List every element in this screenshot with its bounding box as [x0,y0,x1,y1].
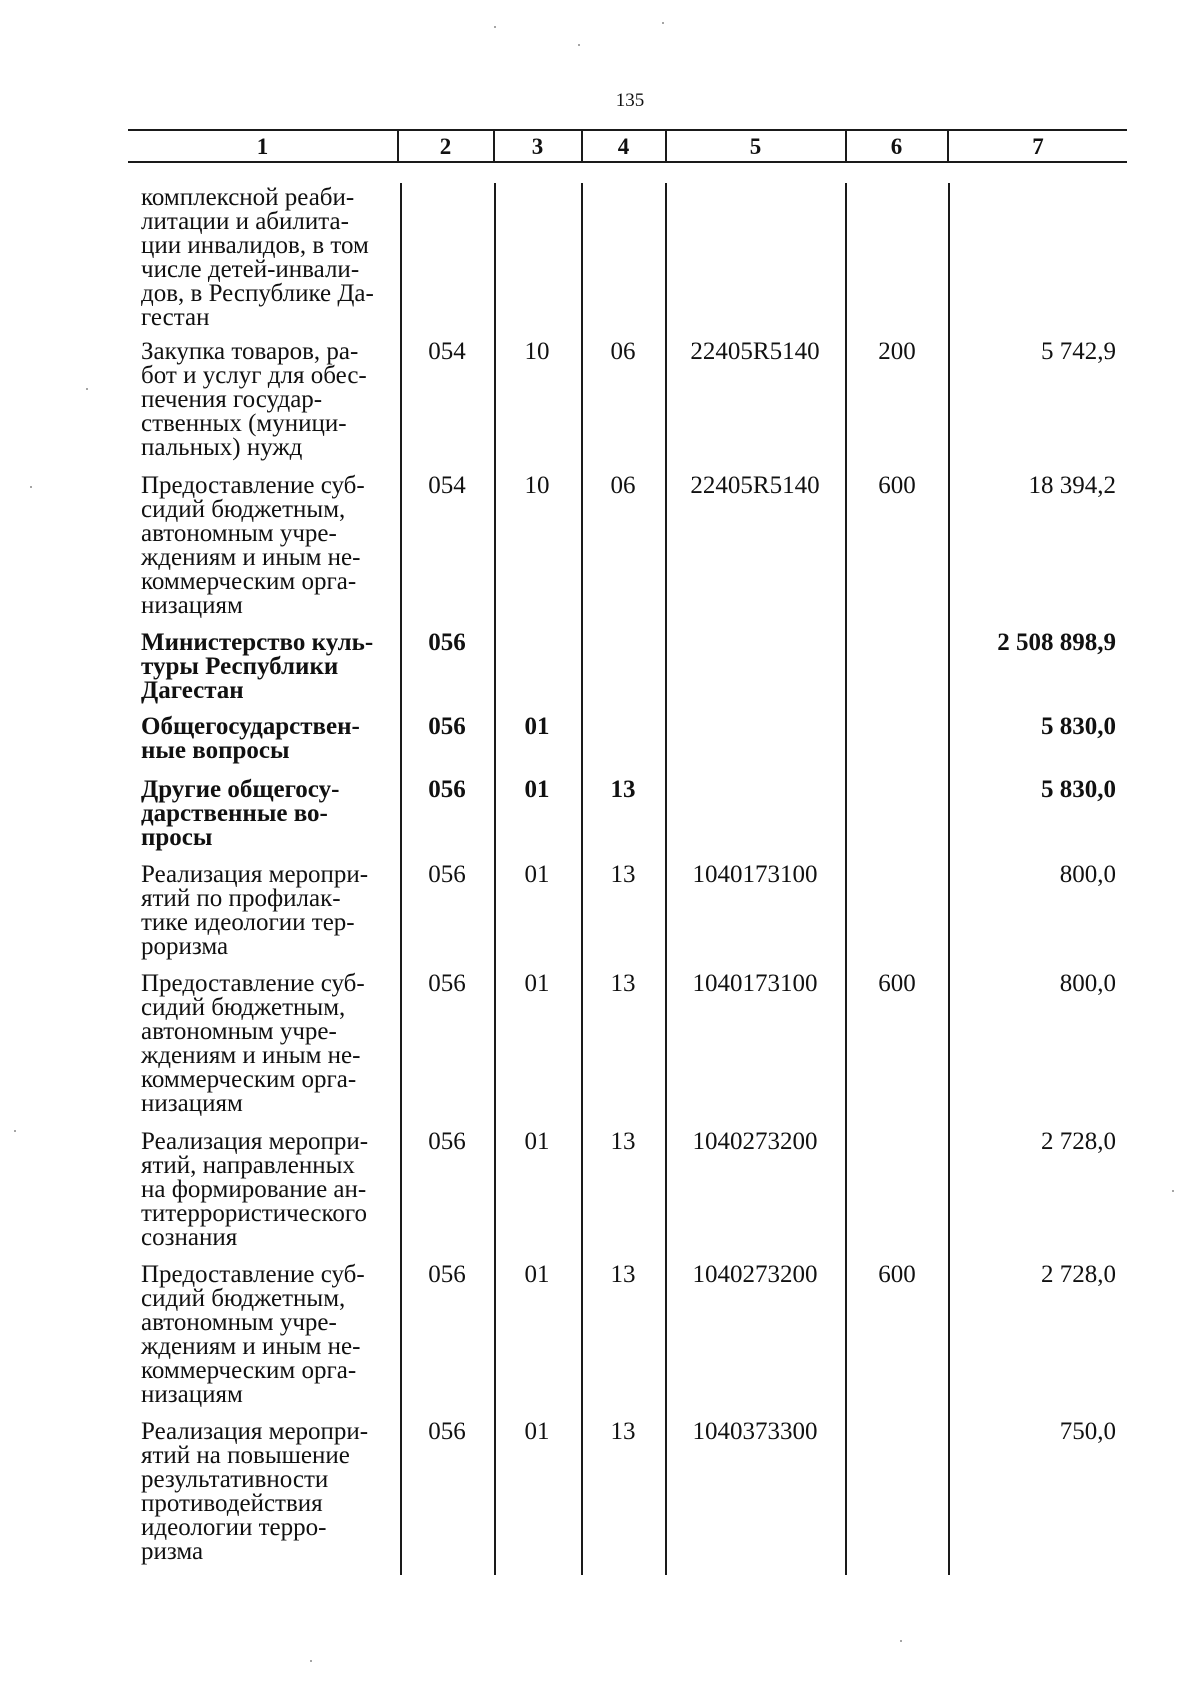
scan-speck [14,1130,16,1132]
cell-section: 01 [524,1128,550,1155]
title-line: низациям [141,1381,243,1408]
title-line: числе детей-инвали- [141,256,360,283]
title-line: ции инвалидов, в том [141,232,369,259]
row-title [141,1263,389,1407]
cell-subsection: 06 [610,472,636,499]
cell-subsection: 13 [610,1418,636,1445]
cell-subsection: 13 [610,1261,636,1288]
cell-amount: 2 508 898,9 [997,629,1116,656]
title-line: ятий на повышение [141,1442,350,1469]
title-line: ятий по профилак- [141,885,341,912]
cell-subsection: 13 [610,970,636,997]
scan-speck [494,26,496,28]
title-line: ждениям и иным не- [141,544,361,571]
row-title [141,340,389,460]
title-line: сидий бюджетным, [141,994,346,1021]
title-line: гестан [141,304,210,331]
cell-subsection: 13 [610,861,636,888]
title-line: дарственные во- [141,800,328,827]
title-line: титеррористического [141,1200,368,1227]
title-line: печения государ- [141,386,323,413]
cell-ministry: 056 [428,1128,466,1155]
title-line: ризма [141,1538,204,1565]
title-line: пальных) нужд [141,434,303,461]
column-header: 5 [749,134,762,159]
cell-amount: 5 830,0 [1041,713,1116,740]
cell-expense-type: 600 [878,472,916,499]
cell-target-item: 1040173100 [692,861,818,888]
cell-subsection: 13 [610,1128,636,1155]
cell-target-item: 1040373300 [692,1418,818,1445]
title-line: ждениям и иным не- [141,1042,361,1069]
scan-speck [86,388,88,390]
title-line: Реализация меропри- [141,1128,369,1155]
cell-amount: 800,0 [1059,970,1116,997]
cell-ministry: 056 [428,861,466,888]
title-line: литации и абилита- [141,208,349,235]
cell-amount: 2 728,0 [1041,1261,1116,1288]
cell-amount: 5 742,9 [1041,338,1116,365]
title-line: дов, в Республике Да- [141,280,374,307]
cell-ministry: 056 [428,1418,466,1445]
column-divider [845,183,847,1575]
title-line: Другие общегосу- [141,776,340,803]
row-title [141,715,389,763]
cell-expense-type: 600 [878,1261,916,1288]
cell-section: 01 [524,776,550,803]
title-line: Предоставление суб- [141,970,365,997]
cell-ministry: 056 [428,1261,466,1288]
cell-subsection: 06 [610,338,636,365]
cell-target-item: 22405R5140 [690,338,820,365]
column-header: 4 [617,134,630,159]
cell-ministry: 056 [428,970,466,997]
scan-speck [310,1660,312,1662]
cell-section: 10 [524,338,550,365]
scan-speck [1172,1190,1174,1192]
title-line: сидий бюджетным, [141,496,346,523]
cell-section: 01 [524,861,550,888]
scan-speck [662,22,664,24]
title-line: противодействия [141,1490,323,1517]
title-line: низациям [141,1090,243,1117]
title-line: автономным учре- [141,1018,337,1045]
cell-amount: 800,0 [1059,861,1116,888]
title-line: Предоставление суб- [141,472,365,499]
title-line: коммерческим орга- [141,1357,357,1384]
title-line: туры Республики [141,653,339,680]
scan-speck [900,1640,902,1642]
title-line: на формирование ан- [141,1176,367,1203]
title-line: Дагестан [141,677,244,704]
row-title [141,631,389,703]
cell-section: 01 [524,1261,550,1288]
title-line: сидий бюджетным, [141,1285,346,1312]
title-line: тике идеологии тер- [141,909,355,936]
title-line: ственных (муници- [141,410,347,437]
cell-section: 01 [524,713,550,740]
title-line: просы [141,824,213,851]
title-line: ные вопросы [141,737,290,764]
title-line: коммерческим орга- [141,1066,357,1093]
row-title [141,186,389,330]
cell-ministry: 054 [428,472,466,499]
cell-section: 01 [524,1418,550,1445]
column-header: 2 [439,134,452,159]
cell-subsection: 13 [610,776,636,803]
title-line: Министерство куль- [141,629,374,656]
scan-speck [30,486,32,488]
title-line: коммерческим орга- [141,568,357,595]
cell-section: 10 [524,472,550,499]
table-top-rule [128,129,1127,131]
title-line: Общегосударствен- [141,713,360,740]
row-title [141,474,389,618]
row-title [141,1130,389,1250]
cell-target-item: 1040173100 [692,970,818,997]
title-line: ятий, направленных [141,1152,355,1179]
column-header: 3 [531,134,544,159]
title-line: комплексной реаби- [141,184,355,211]
title-line: Реализация меропри- [141,1418,369,1445]
title-line: низациям [141,592,243,619]
cell-target-item: 1040273200 [692,1128,818,1155]
cell-target-item: 22405R5140 [690,472,820,499]
title-line: сознания [141,1224,238,1251]
cell-section: 01 [524,970,550,997]
title-line: ждениям и иным не- [141,1333,361,1360]
column-header: 7 [1032,134,1044,159]
column-header: 6 [890,134,903,159]
cell-ministry: 056 [428,629,466,656]
scan-speck [578,44,580,46]
cell-amount: 5 830,0 [1041,776,1116,803]
cell-ministry: 056 [428,776,466,803]
cell-expense-type: 200 [878,338,916,365]
title-line: бот и услуг для обес- [141,362,367,389]
row-title [141,972,389,1116]
title-line: автономным учре- [141,1309,337,1336]
title-line: роризма [141,933,229,960]
cell-ministry: 056 [428,713,466,740]
row-title [141,778,389,850]
cell-target-item: 1040273200 [692,1261,818,1288]
title-line: идеологии терро- [141,1514,327,1541]
title-line: Реализация меропри- [141,861,369,888]
cell-amount: 18 394,2 [1028,472,1116,499]
row-title [141,1420,389,1564]
column-header: 1 [256,134,269,159]
cell-amount: 2 728,0 [1041,1128,1116,1155]
title-line: результативности [141,1466,329,1493]
title-line: Предоставление суб- [141,1261,365,1288]
cell-amount: 750,0 [1059,1418,1116,1445]
cell-ministry: 054 [428,338,466,365]
page-number: 135 [615,90,645,111]
cell-expense-type: 600 [878,970,916,997]
row-title [141,863,389,959]
title-line: Закупка товаров, ра- [141,338,359,365]
title-line: автономным учре- [141,520,337,547]
